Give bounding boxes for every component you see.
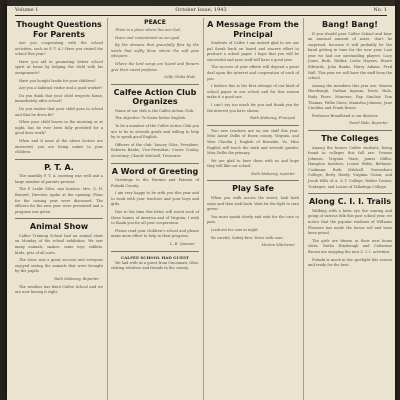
paragraph: Greetings to the Parents and Patrons of Pulaski County. (111, 178, 199, 188)
paragraph: Among the former Calfee students, being found in colleges this fall are: Yvonne Johnson, Virginia State; James Miller, Hampton Institute; Louise Webb, Bethune-Cookman; Ruth Mitchell, Greensboro College; Betty Hardy, Virginia Union; and Jacob Wills of A. & T. College; Walter Turner, Tuskegee, and Louise of Talladega College. (308, 145, 392, 189)
divider (308, 193, 392, 194)
paragraph: Look out for cars at night. (211, 227, 259, 232)
paragraph: I can't say too much for you and thank you for the interest you have shown. (207, 102, 299, 113)
paragraph: Professor Broadhead is our director. (312, 113, 379, 118)
animal-show-article (15, 234, 103, 296)
headline-play-safe: Play Safe (232, 184, 274, 194)
band-article (308, 32, 392, 128)
paragraph: When your child leaves in the morning or at night, has he ever been fully provided for a good does work? (15, 120, 103, 136)
paragraph: Do you think that your child respects home, immediately after school? (15, 93, 103, 104)
paragraph: Calfee Training School had an animal show on Monday of the school exhibition. We saw many animals, snakes, some toys, rabbits, birds, pets of all sorts. (15, 233, 103, 255)
paragraph: Among the members this year are: Marvin Hinebaugh, Nathan Ingram, Davis, Hale, Rudy Pines, Moneroe, Ray Sinclair, Don Thomas, Willie Gates, Mamolea Johnson, Jane Carolina and Frank Rosen. (308, 83, 392, 111)
paragraph: Students of Calfee I am indeed glad to see our pal Sarah back on board and sincere effort to produce a school paper. I hope that you will be successful and your staff will have a good year. (207, 41, 299, 62)
paragraph: I believe this is the first attempt of our kind of school paper in our school and for this reason make it a good one. (207, 84, 299, 100)
thought-questions-article (15, 41, 103, 156)
poem-line: Peace and contentment as our goal. (115, 35, 181, 40)
paragraph: The P. Leslie Giles, was hostess. Mrs. G. H. Barnett, Director, spoke at the opening. Plans for the coming year were discussed. The officers for the new year were presented and a program was given. (15, 187, 103, 214)
newspaper-page (7, 0, 395, 400)
paragraph: We are glad to have them with us and hope they will like our school. (207, 158, 299, 169)
byline: Ruth Mahoney, Reporter (54, 277, 99, 281)
divider (111, 251, 199, 252)
paragraph: I am very happy to be with you this year and to work with your teachers and your boys and girls. (111, 191, 199, 207)
paragraph: The weather has fixed Calfee School and we are now having it right. (15, 284, 103, 295)
paragraph: To be a member of the Calfee Action Club you are to be in seventh grade and willing to help by to speak good English. (111, 123, 199, 140)
byline: Ruth Mahoney, Principal (250, 116, 295, 121)
column-1 (15, 18, 106, 400)
paragraph: Officers of the club: Yancey Giles, President; Roberta Banks, Vice-President; Carrie Conley, Secretary; Claude Mitchell, Treasurer. (111, 142, 199, 158)
paragraph: Pulaski is much in the spotlight this season and ready for the best. (308, 257, 392, 268)
new-teachers-article (207, 129, 299, 178)
paragraph: The show was a great success and everyone enjoyed seeing the animals that were brought by the pupils. (15, 258, 103, 274)
trails-article (308, 209, 392, 269)
headline-principal-message: A Message From the Principal (207, 20, 299, 39)
divider (15, 159, 103, 160)
headline-animal-show: Animal Show (29, 222, 89, 232)
headline-action-club: Calfee Action Club Organizes (113, 87, 197, 107)
paragraph: Be careful. Safety first. Drive with care. (211, 235, 284, 240)
paragraph: When you walk across the street, look both ways and then look back. Wait for the light to turn green. (207, 195, 299, 212)
principal-message-article (207, 41, 299, 122)
paragraph: Walking with a keen eye the coming and going of various folk this past school year, we notice that the popular students of Williams Pleasure has made the honor roll and have been proud. (308, 208, 392, 236)
headline-word-of-greeting: A Word of Greeting (111, 166, 199, 176)
divider (207, 180, 299, 181)
paragraph: Have you aid in promoting better school spirit at home by helping the child with his assignments? (15, 59, 103, 75)
headline-bang-bang: Bang! Bang! (322, 20, 378, 29)
column-3 (203, 18, 302, 400)
paragraph: The monthly P. T. A. meeting was well and a large number of parents present. (15, 174, 103, 184)
pta-article (15, 174, 103, 215)
headline-thought-questions: Thought Questions For Parents (16, 20, 102, 39)
volume-number: Volume 1 (15, 7, 39, 13)
headline-the-colleges: The Colleges (321, 134, 379, 143)
byline: L. B. Quesner (170, 241, 195, 246)
paragraph: Please read your children's school and please make more effort to help in their progress. (111, 228, 199, 239)
byline: David Hale, Reporter (349, 121, 388, 126)
issue-date: October Issue, 1943 (175, 7, 227, 13)
issue-number: No. 1 (373, 7, 387, 13)
paragraph: Due to the time this letter will reach each of these homes of America and of Virginia, I wish to thank you for all your cooperation. (111, 209, 199, 226)
colleges-article (308, 146, 392, 191)
headline-school-guest: CALFEE SCHOOL HAD GUEST (120, 254, 190, 260)
byline: Ruth Mahoney, reporter (251, 171, 295, 176)
poem-line: By the streams that gracefully flow by the winds that softly blow, where the soft pine whispers. (111, 43, 199, 59)
headline-pta: P. T. A. (44, 162, 74, 172)
column-4 (303, 18, 392, 400)
newspaper-slogan: "The Voice of the Calfee School Student" (153, 1, 249, 6)
paragraph: Are you cooperating with the school activities, such as P. T. A.? Have you visited the school this year? (15, 41, 103, 57)
paragraph: If you should pass Calfee School and hear an unusual amount of noise, don't be surprised, because it will probably be the band getting in tune for the new year. Last year we had our outstanding players: Lucy Jones, Ruth, Walker, Leslie Haynes, Etawe Edwards, John Banks, Harry Adams, Fred Hall. This year we will have the staff from the school. (308, 31, 392, 81)
peace-poem (111, 28, 199, 81)
paragraph: We had with us a guest from Cincinnati, Ohio, visiting relatives and friends in the county. (111, 260, 199, 271)
play-safe-article (207, 196, 299, 249)
column-2 (107, 18, 202, 400)
divider (15, 218, 103, 219)
byline: Morton Mitchener (261, 243, 295, 248)
greeting-article (111, 178, 199, 248)
action-club-article (111, 109, 199, 160)
paragraph: Two new teachers are on our staff this year: Miss Annie Dellis of Essex county, Virginia, and Miss Claudia J. English of Roanoke, Va. Miss English will teach the sixth and seventh grades; Miss Dellis the primary. (207, 128, 299, 156)
divider (308, 130, 392, 131)
paragraph: You must speak slowly and wait for the cars to pass. (207, 214, 299, 225)
paragraph: The objective: To foster better English. (115, 116, 187, 121)
poem-line: There is a place where lies our God, (115, 28, 181, 32)
divider (111, 84, 199, 85)
divider (207, 125, 299, 126)
paragraph: The success of your efforts will depend a great deal upon the interest and cooperation of each of you. (207, 65, 299, 81)
byline: Calfe Olidia Hale (163, 75, 195, 80)
paragraph: Do you realize that your child goes to school and that he dress fit? (15, 106, 103, 117)
poem-line: Where the bird songs are heard and flowers give their sweet perfume. (111, 61, 199, 72)
paragraph: The girls are fitness in their new home clubs. Rutha Hinebaugh and Catherine Brown are enjoying the new C. I. I. activities. (308, 238, 392, 254)
paragraph: Have you bought books for your children? (19, 78, 96, 83)
paragraph: Are you a habitual visitor and a good worker? (19, 86, 103, 91)
issue-info-bar (15, 1, 387, 16)
divider (111, 163, 199, 164)
paragraph: Name of our club is the Calfee Action Club. (115, 108, 195, 113)
paragraph: When and if none of the above factors are answered, you are being unfair to your children. (15, 138, 103, 155)
headline-peace: PEACE (144, 19, 166, 26)
headline-cii-trails: Along C. I. I. Trails (308, 197, 392, 207)
